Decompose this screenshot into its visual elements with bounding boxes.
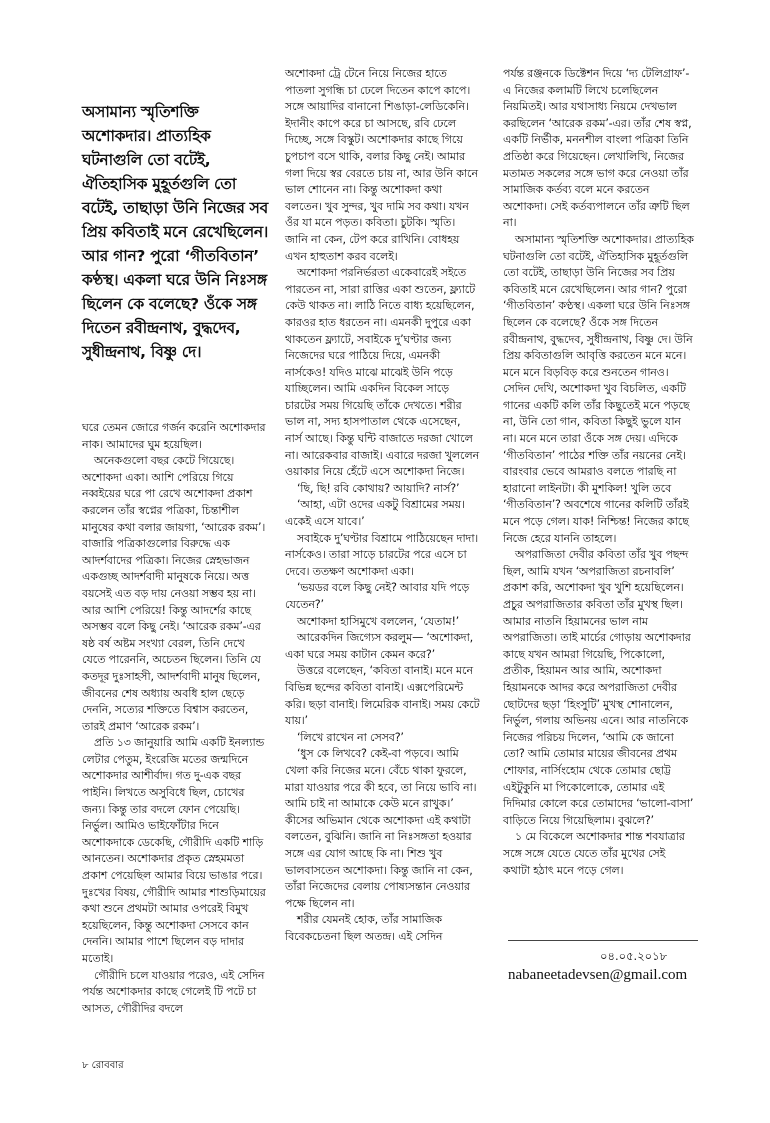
paragraph: অশোকদা পরনির্ভরতা একেবারেই সইতে পারতেন না, সারা রাত্তির একা শুতেন, ফ্ল্যাটে কেউ থাকত না। লাঠি নিতে বাধ্য হয়েছিলেন, কারওর হাত ধরতেন না। এমনকী দুপুরে একা থাকতেন ফ্ল্যাটে, সবাইকে দু’ঘণ্টার জন্য নিজেদের ঘরে পাঠিয়ে দিয়ে, এমনকী নার্সকেও! যদিও মাঝে মাঝেই উনি পড়ে যাচ্ছিলেন। আমি একদিন বিকেল সাড়ে চারটের সময় গিয়েছি তাঁকে দেখতে। শরীর ভাল না, সদ্য হাসপাতাল থেকে এসেছেন, নার্স আছে। কিন্তু ঘন্টি বাজাতে দরজা খোলে না। আরেকবার বাজাই। এবারে দরজা খুললেন ওয়াকার নিয়ে হেঁটে এসে অশোকদা নিজে।: [285, 266, 480, 479]
paragraph: অশোকদা হাসিমুখে বললেন, ‘যেতাম!’: [297, 614, 459, 628]
page-folio: ৮ রোববার: [82, 1060, 124, 1071]
column-2: [285, 66, 480, 945]
paragraph: ‘ছি, ছি! রবি কোথায়? আয়াদি? নার্স?’: [297, 481, 460, 495]
paragraph: ‘ধুস কে লিখবে? কেই-বা পড়বে। আমি খেলা করি নিজের মনে। বেঁচে থাকা ফুরলে, মারা যাওয়ার পরে কী হবে, তা নিয়ে ভাবি না। আমি চাই না আমাকে কেউ মনে রাখুক।’ কীসের অভিমান থেকে অশোকদা এই কথাটা বলতেন, বুঝিনি। জানি না নিঃসঙ্গতা হওয়ার সঙ্গে এর যোগ আছে কি না। শিশু খুব ভালবাসতেন অশোকদা। কিন্তু জানি না কেন, তাঁরা নিজেদের বেলায় পোষ্যসন্তান নেওয়ার পক্ষে ছিলেন না।: [285, 747, 477, 910]
paragraph: আরেকদিন জিগ্যেস করলুম— ‘অশোকদা, একা ঘরে সময় কাটান কেমন করে?’: [285, 631, 473, 661]
author-email: nabaneetadevsen@gmail.com: [508, 967, 688, 983]
paragraph: উত্তরে বলেছেন, ‘কবিতা বানাই। মনে মনে বিভিন্ন ছন্দের কবিতা বানাই। এক্সপেরিমেন্ট করি। ছড়া বানাই। লিমেরিক বানাই। সময় কেটে যায়।’: [285, 664, 480, 728]
paragraph: অপরাজিতা দেবীর কবিতা তাঁর খুব পছন্দ ছিল, আমি যখন ‘অপরাজিতা রচনাবলি’ প্রকাশ করি, অশোকদা খুব খুশি হয়েছিলেন। প্রচুর অপরাজিতার কবিতা তাঁর মুখস্থ ছিল। আমার নাতনি হিয়ামনের ভাল নাম অপরাজিতা। তাই মার্চের গোড়ায় অশোকদার কাছে যখন আমরা গিয়েছি, পিকোলো, প্রতীক, হিয়ামন আর আমি, অশোকদা হিয়ামনকে আদর করে অপরাজিতা দেবীর ছোটদের ছড়া ‘হিংসুটি’ মুখস্থ শোনালেন, নির্ভুল, গলায় অভিনয় এনে। আর নাতনিকে নিজের পরিচয় দিলেন, ‘আমি কে জানো তো? আমি তোমার মায়ের জীবনের প্রথম শোফার, নার্সিংহোম থেকে তোমার ছোট্ট এইটুকুনি মা পিকোলোকে, তোমার এই দিদিমার কোলে করে তোমাদের ‘ভালো-বাসা’ বাড়িতে নিয়ে গিয়েছিলাম। বুঝলে?’: [503, 548, 694, 827]
paragraph: অসামান্য স্মৃতিশক্তি অশোকদার। প্রাত্যহিক ঘটনাগুলি তো বটেই, ঐতিহাসিক মুহূর্তগুলি তো বটেই, তাছাড়া উনি নিজের সব প্রিয় কবিতাই মনে রেখেছিলেন। আর গান? পুরো ‘গীতবিতান’ কণ্ঠস্থ। একলা ঘরে উনি নিঃসঙ্গ ছিলেন কে বলেছে? ওঁকে সঙ্গ দিতেন রবীন্দ্রনাথ, বুদ্ধদেব, সুধীন্দ্রনাথ, বিষ্ণু দে। উনি প্রিয় কবিতাগুলি আবৃত্তি করতেন মনে মনে। মনে মনে বিড়বিড় করে শুনতেন গানও। সেদিন দেখি, অশোকদা খুব বিচলিত, একটি গানের একটি কলি তাঁর কিছুতেই মনে পড়ছে না, উনি তো গান, কবিতা কিছুই ভুলে যান না। মনে মনে তারা ওঁকে সঙ্গ দেয়। এদিকে ‘গীতবিতান’ পাঠের শক্তি তাঁর নয়নের নেই। বারংবার ভেবে আমরাও বলতে পারছি না হারানো লাইনটা। কী মুশকিল! খুলি তবে ‘গীতবিতান’? অবশেষে গানের কলিটি তাঁরই মনে পড়ে গেল। যাক! নিশ্চিন্ত! নিজের কাছে নিজে হেরে যাননি তাহলে।: [503, 232, 694, 545]
column-3: [503, 66, 695, 879]
paragraph: ‘ভয়ডর বলে কিছু নেই? আবার যদি পড়ে যেতেন?’: [285, 581, 470, 611]
dateline: ০৪.০৫.২০১৮: [600, 949, 668, 963]
paragraph: অনেকগুলো বছর কেটে গিয়েছে। অশোকদা একা। আশি পেরিয়ে গিয়ে নব্বইয়ের ঘরে পা রেখে অশোকদা প্রকাশ করলেন তাঁর স্বপ্নের পত্রিকা, চিন্তাশীল মানুষের কথা বলার জায়গা, ‘আরেক রকম’। বাজারি পত্রিকাগুলোর বিরুদ্ধে এক আদর্শবাদের পত্রিকা। নিজের স্নেহভাজন একগুচ্ছ আদর্শবাদী মানুষকে নিয়ে। অত্ত বয়সেই এত বড় দায় নেওয়া সম্ভব হয় না। আর আশি পেরিয়ে! কিন্তু আদর্শের কাছে অসম্ভব বলে কিছু নেই। ‘আরেক রকম’-এর ষষ্ঠ বর্ষ অষ্টম সংখ্যা বেরল, তিনি দেখে যেতে পারেননি, অচেতন ছিলেন। তিনি যে কতদূর দুঃসাহসী, আদর্শবাদী মানুষ ছিলেন, জীবনের শেষ অধ্যায় অবধি হাল ছেড়ে দেননি, সত্যের শক্তিতে বিশ্বাস করতেন, তারই প্রমাণ ‘আরেক রকম’।: [82, 454, 266, 733]
paragraph: শরীর যেমনই হোক, তাঁর সামাজিক বিবেকচেতনা ছিল অতন্দ্র। এই সেদিন: [285, 913, 443, 943]
divider: [508, 940, 698, 941]
paragraph: অশোকদা ট্রে টেনে নিয়ে নিজের হাতে পাতলা সুগন্ধি চা ঢেলে দিতেন কাপে কাপে। সঙ্গে আয়াদির বানানো শিঙাড়া-লেডিকেনি। ইদানীং কাপে করে চা আসছে, রবি ঢেলে দিচ্ছে, সঙ্গে বিস্কুট। অশোকদার কাছে গিয়ে চুপচাপ বসে থাকি, বলার কিছু নেই। আমার গলা দিয়ে স্বর বেরতে চায় না, আর উনি কানে ভাল শোনেন না। কিন্তু অশোকদা কথা বলতেন। খুব সুন্দর, খুব দামি সব কথা। যখন ওঁর যা মনে পড়ত। কবিতা। চুটকি। স্মৃতি। জানি না কেন, টেপ করে রাখিনি। বোধহয় এখন হাহুতাশ করব বলেই।: [285, 67, 478, 263]
paragraph: পর্যন্ত রঞ্জনকে ডিক্টেশন দিয়ে ‘দ্য টেলিগ্রাফ’-এ নিজের কলামটি লিখে চলেছিলেন নিয়মিতই। আর যথাসাধ্য নিয়মে দেখভাল করছিলেন ‘আরেক রকম’-এর। তাঁর শেষ স্বপ্ন, একটি নির্ভীক, মননশীল বাংলা পত্রিকা তিনি প্রতিষ্ঠা করে গিয়েছেন। লেখালিখি, নিজের মতামত সকলের সঙ্গে ভাগ করে নেওয়া তাঁর সামাজিক কর্তব্য বলে মনে করতেন অশোকদা। সেই কর্তব্যপালনে তাঁর ত্রুটি ছিল না।: [503, 67, 692, 230]
paragraph: ১ মে বিকেলে অশোকদার শান্ত শবযাত্রার সঙ্গে সঙ্গে যেতে যেতে তাঁর মুখের সেই কথাটা হঠাৎ মনে পড়ে গেল।: [503, 830, 685, 877]
pull-quote: অসামান্য স্মৃতিশক্তি অশোকদার। প্রাত্যহিক ঘটনাগুলি তো বটেই, ঐতিহাসিক মুহূর্তগুলি তো বটেই, তাছাড়া উনি নিজের সব প্রিয় কবিতাই মনে রেখেছিলেন। আর গান? পুরো ‘গীতবিতান’ কণ্ঠস্থ। একলা ঘরে উনি নিঃসঙ্গ ছিলেন কে বলেছে? ওঁকে সঙ্গ দিতেন রবীন্দ্রনাথ, বুদ্ধদেব, সুধীন্দ্রনাথ, বিষ্ণু দে।: [82, 103, 269, 361]
column-1: [82, 420, 270, 1017]
paragraph: গৌরীদি চলে যাওয়ার পরেও, এই সেদিন পর্যন্ত অশোকদার কাছে গেলেই টি পটে চা আসত, গৌরীদির বদলে: [82, 968, 265, 1015]
paragraph: ‘লিখে রাখেন না সেসব?’: [297, 730, 404, 744]
paragraph: প্রতি ১৩ জানুয়ারি আমি একটি ইনল্যান্ড লেটার পেতুম, ইংরেজি মতের জন্মদিনে অশোকদার আশীর্বাদ। গত দু-এক বছর পাইনি। লিখতে অসুবিধে ছিল, চোখের জন্য। কিন্তু তার বদলে ফোন পেয়েছি। নির্ভুল। আমিও ভাইফোঁটার দিনে অশোকদাকে ডেকেছি, গৌরীদি একটি শাড়ি আনতেন। অশোকদার প্রকৃত স্নেহমমতা প্রকাশ পেয়েছিল আমার বিয়ে ভাঙার পরে। দুঃখের বিষয়, গৌরীদি আমার শাশুড়িমায়ের কথা শুনে প্রথমটা আমার ওপরেই বিমুখ হয়েছিলেন, কিন্তু অশোকদা সেসবে কান দেননি। আমার পাশে ছিলেন বড় দাদার মতোই।: [82, 736, 266, 965]
paragraph: ‘আহা, এটা ওদের একটু বিশ্রামের সময়। একেই এসে যাবে।’: [285, 498, 465, 529]
paragraph: সবাইকে দু’ঘণ্টার বিশ্রামে পাঠিয়েছেন দাদা। নার্সকেও। তারা সাড়ে চারটের পরে এসে চা দেবে। ততক্ষণ অশোকদা একা।: [285, 531, 479, 578]
paragraph: ঘরে তেমন জোরে গর্জন করেনি অশোকদার নাক। আমাদের ঘুম হয়েছিল।: [82, 421, 266, 451]
